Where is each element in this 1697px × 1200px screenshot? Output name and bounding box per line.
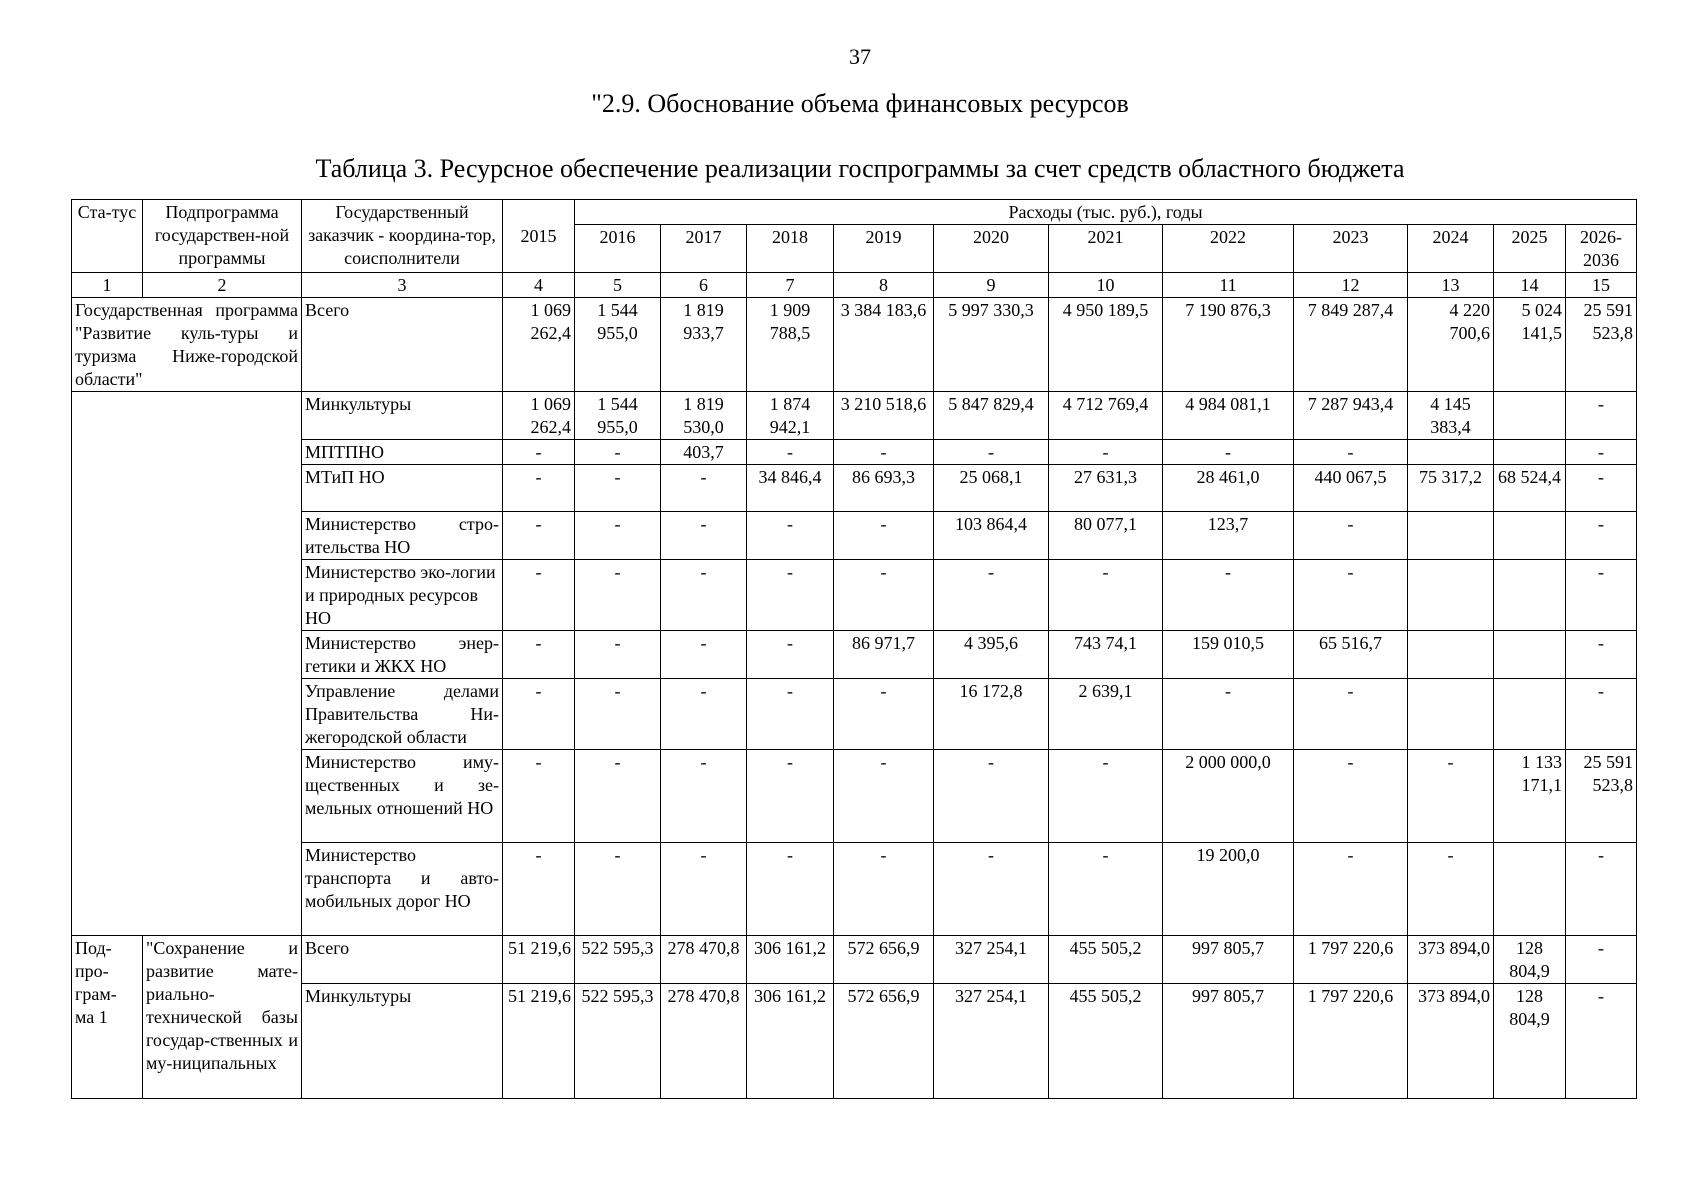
value-cell: 1 797 220,6 [1294,984,1408,1099]
value-cell: - [747,631,834,679]
col-number: 10 [1049,273,1163,298]
value-cell: 4 984 081,1 [1163,392,1294,440]
value-cell: 51 219,6 [503,936,575,984]
header-year: 2020 [934,225,1049,273]
value-cell: - [834,440,934,465]
customer-cell: Всего [302,298,503,392]
value-cell: - [1163,679,1294,750]
value-cell: 455 505,2 [1049,936,1163,984]
value-cell: 5 997 330,3 [934,298,1049,392]
header-year: 2022 [1163,225,1294,273]
col-number: 9 [934,273,1049,298]
value-cell: 743 74,1 [1049,631,1163,679]
value-cell: 25 068,1 [934,465,1049,512]
value-cell: 86 693,3 [834,465,934,512]
header-year: 2016 [575,225,661,273]
value-cell: 16 172,8 [934,679,1049,750]
table-row [72,440,1637,465]
value-cell: 2 000 000,0 [1163,750,1294,843]
col-number: 4 [503,273,575,298]
table-row [72,465,1637,512]
value-cell: 4 145 383,4 [1408,392,1494,440]
value-cell [1494,440,1566,465]
value-cell: - [834,843,934,936]
value-cell: 128 804,9 [1494,984,1566,1099]
value-cell: - [503,440,575,465]
customer-cell: Минкультуры [302,392,503,440]
value-cell: - [503,560,575,631]
customer-cell: Управление делами Правительства Ни-жегородской области [302,679,503,750]
value-cell: - [661,512,747,560]
value-cell: - [503,750,575,843]
value-cell: - [661,679,747,750]
empty-merged-cell [72,392,302,936]
value-cell: - [834,750,934,843]
value-cell [1408,560,1494,631]
value-cell: - [1049,750,1163,843]
value-cell: 159 010,5 [1163,631,1294,679]
value-cell: - [1566,936,1637,984]
table-row [72,392,1637,440]
value-cell: - [1049,440,1163,465]
value-cell: 103 864,4 [934,512,1049,560]
value-cell [1494,679,1566,750]
value-cell: - [1294,440,1408,465]
value-cell: 572 656,9 [834,984,934,1099]
value-cell: 572 656,9 [834,936,934,984]
value-cell [1408,631,1494,679]
value-cell: - [1566,984,1637,1099]
value-cell: 86 971,7 [834,631,934,679]
value-cell: 455 505,2 [1049,984,1163,1099]
value-cell: 7 849 287,4 [1294,298,1408,392]
table-row [72,984,1637,1099]
value-cell: 327 254,1 [934,936,1049,984]
header-year: 2017 [661,225,747,273]
value-cell: - [934,440,1049,465]
value-cell: - [1163,440,1294,465]
value-cell: 7 287 943,4 [1294,392,1408,440]
table-row [72,679,1637,750]
value-cell: 522 595,3 [575,936,661,984]
column-numbers-row [72,273,1637,298]
table-row [72,512,1637,560]
customer-cell: Всего [302,936,503,984]
value-cell: 1 069 262,4 [503,298,575,392]
value-cell: - [747,679,834,750]
value-cell: - [1566,679,1637,750]
value-cell: - [503,465,575,512]
value-cell: 522 595,3 [575,984,661,1099]
col-number: 1 [72,273,143,298]
header-year: 2021 [1049,225,1163,273]
value-cell: 28 461,0 [1163,465,1294,512]
value-cell: 2 639,1 [1049,679,1163,750]
value-cell: - [1566,560,1637,631]
customer-cell: МТиП НО [302,465,503,512]
customer-cell: Министерство транспорта и авто-мобильных дорог НО [302,843,503,936]
subprogram-status: Под-про-грам-ма 1 [72,936,143,1099]
value-cell: 1 819 530,0 [661,392,747,440]
value-cell: - [503,631,575,679]
value-cell: 34 846,4 [747,465,834,512]
value-cell: 306 161,2 [747,984,834,1099]
value-cell: - [1566,843,1637,936]
value-cell: - [575,440,661,465]
value-cell: 997 805,7 [1163,936,1294,984]
value-cell: - [1294,750,1408,843]
table-row [72,298,1637,392]
value-cell: 7 190 876,3 [1163,298,1294,392]
header-year: 2026-2036 [1566,225,1637,273]
col-number: 13 [1408,273,1494,298]
header-year: 2019 [834,225,934,273]
value-cell: 440 067,5 [1294,465,1408,512]
col-number: 14 [1494,273,1566,298]
resource-table [71,199,1637,1099]
customer-cell: Министерство стро-ительства НО [302,512,503,560]
header-expenses: Расходы (тыс. руб.), годы [575,200,1637,225]
value-cell: 373 894,0 [1408,936,1494,984]
value-cell: - [1294,679,1408,750]
value-cell [1494,560,1566,631]
value-cell: 1 133 171,1 [1494,750,1566,843]
value-cell: - [575,512,661,560]
value-cell [1494,392,1566,440]
value-cell: 5 024 141,5 [1494,298,1566,392]
value-cell: - [575,750,661,843]
value-cell: - [934,843,1049,936]
value-cell [1408,512,1494,560]
page-number: 37 [849,44,871,69]
value-cell: - [1294,512,1408,560]
value-cell: 1 544 955,0 [575,392,661,440]
value-cell [1408,679,1494,750]
value-cell: - [575,679,661,750]
value-cell: 128 804,9 [1494,936,1566,984]
value-cell: - [503,679,575,750]
value-cell: 25 591 523,8 [1566,750,1637,843]
col-number: 3 [302,273,503,298]
value-cell: - [661,465,747,512]
customer-cell: Министерство энер-гетики и ЖКХ НО [302,631,503,679]
value-cell: 75 317,2 [1408,465,1494,512]
value-cell [1494,843,1566,936]
header-year: 2018 [747,225,834,273]
value-cell: - [503,512,575,560]
program-name: Государственная программа "Развитие куль-туры и туризма Ниже-городской области" [72,298,302,392]
value-cell: 27 631,3 [1049,465,1163,512]
value-cell: - [934,560,1049,631]
header-year: 2024 [1408,225,1494,273]
value-cell: 1 797 220,6 [1294,936,1408,984]
value-cell: - [747,750,834,843]
header-status: Ста-тус [72,200,143,273]
section-title: "2.9. Обоснование объема финансовых ресурсов [591,89,1129,118]
table-row [72,631,1637,679]
value-cell: - [1566,631,1637,679]
value-cell: 5 847 829,4 [934,392,1049,440]
customer-cell: Министерство эко-логии и природных ресурсов НО [302,560,503,631]
value-cell: 278 470,8 [661,936,747,984]
value-cell: 19 200,0 [1163,843,1294,936]
col-number: 5 [575,273,661,298]
value-cell: - [661,631,747,679]
value-cell: - [1408,750,1494,843]
value-cell: - [834,679,934,750]
value-cell: 278 470,8 [661,984,747,1099]
header-subprogram: Подпрограмма государствен-ной программы [143,200,302,273]
col-number: 7 [747,273,834,298]
value-cell: 327 254,1 [934,984,1049,1099]
value-cell: - [575,843,661,936]
value-cell: 373 894,0 [1408,984,1494,1099]
table-row [72,750,1637,843]
col-number: 8 [834,273,934,298]
value-cell [1408,440,1494,465]
value-cell: 123,7 [1163,512,1294,560]
header-year: 2025 [1494,225,1566,273]
value-cell: 403,7 [661,440,747,465]
subprogram-name: "Сохранение и развитие мате-риально-технической базы государ-ственных и му-ниципальных [143,936,302,1099]
header-year-2015: 2015 [503,200,575,273]
col-number: 11 [1163,273,1294,298]
value-cell: 997 805,7 [1163,984,1294,1099]
value-cell: 4 395,6 [934,631,1049,679]
table-title: Таблица 3. Ресурсное обеспечение реализации госпрограммы за счет средств областного бюджета [315,154,1405,183]
value-cell: - [1408,843,1494,936]
col-number: 15 [1566,273,1637,298]
value-cell: 1 909 788,5 [747,298,834,392]
value-cell: 25 591 523,8 [1566,298,1637,392]
value-cell: 4 950 189,5 [1049,298,1163,392]
value-cell: 1 874 942,1 [747,392,834,440]
value-cell: 65 516,7 [1294,631,1408,679]
value-cell: 3 384 183,6 [834,298,934,392]
value-cell: - [747,560,834,631]
col-number: 6 [661,273,747,298]
value-cell: 80 077,1 [1049,512,1163,560]
value-cell: - [661,560,747,631]
customer-cell: Министерство иму-щественных и зе-мельных отношений НО [302,750,503,843]
value-cell: 68 524,4 [1494,465,1566,512]
value-cell: 4 220 700,6 [1408,298,1494,392]
value-cell: - [1566,512,1637,560]
value-cell: - [1049,843,1163,936]
value-cell: - [1294,560,1408,631]
value-cell [1494,631,1566,679]
value-cell: - [661,750,747,843]
header-year: 2023 [1294,225,1408,273]
header-customer: Государственный заказчик - координа-тор, соисполнители [302,200,503,273]
value-cell: - [747,512,834,560]
table-row [72,843,1637,936]
value-cell: - [575,631,661,679]
value-cell: - [575,465,661,512]
value-cell: - [575,560,661,631]
table-row [72,560,1637,631]
value-cell: 51 219,6 [503,984,575,1099]
value-cell: 306 161,2 [747,936,834,984]
value-cell: - [661,843,747,936]
value-cell: - [934,750,1049,843]
value-cell: - [834,512,934,560]
value-cell: - [1294,843,1408,936]
value-cell: - [1163,560,1294,631]
value-cell: - [747,440,834,465]
value-cell: 4 712 769,4 [1049,392,1163,440]
value-cell [1494,512,1566,560]
value-cell: - [1566,392,1637,440]
table-row [72,936,1637,984]
col-number: 2 [143,273,302,298]
customer-cell: МПТПНО [302,440,503,465]
value-cell: - [834,560,934,631]
col-number: 12 [1294,273,1408,298]
value-cell: 3 210 518,6 [834,392,934,440]
value-cell: - [1049,560,1163,631]
value-cell: 1 544 955,0 [575,298,661,392]
value-cell: - [747,843,834,936]
customer-cell: Минкультуры [302,984,503,1099]
value-cell: 1 819 933,7 [661,298,747,392]
value-cell: 1 069 262,4 [503,392,575,440]
value-cell: - [503,843,575,936]
value-cell: - [1566,465,1637,512]
value-cell: - [1566,440,1637,465]
